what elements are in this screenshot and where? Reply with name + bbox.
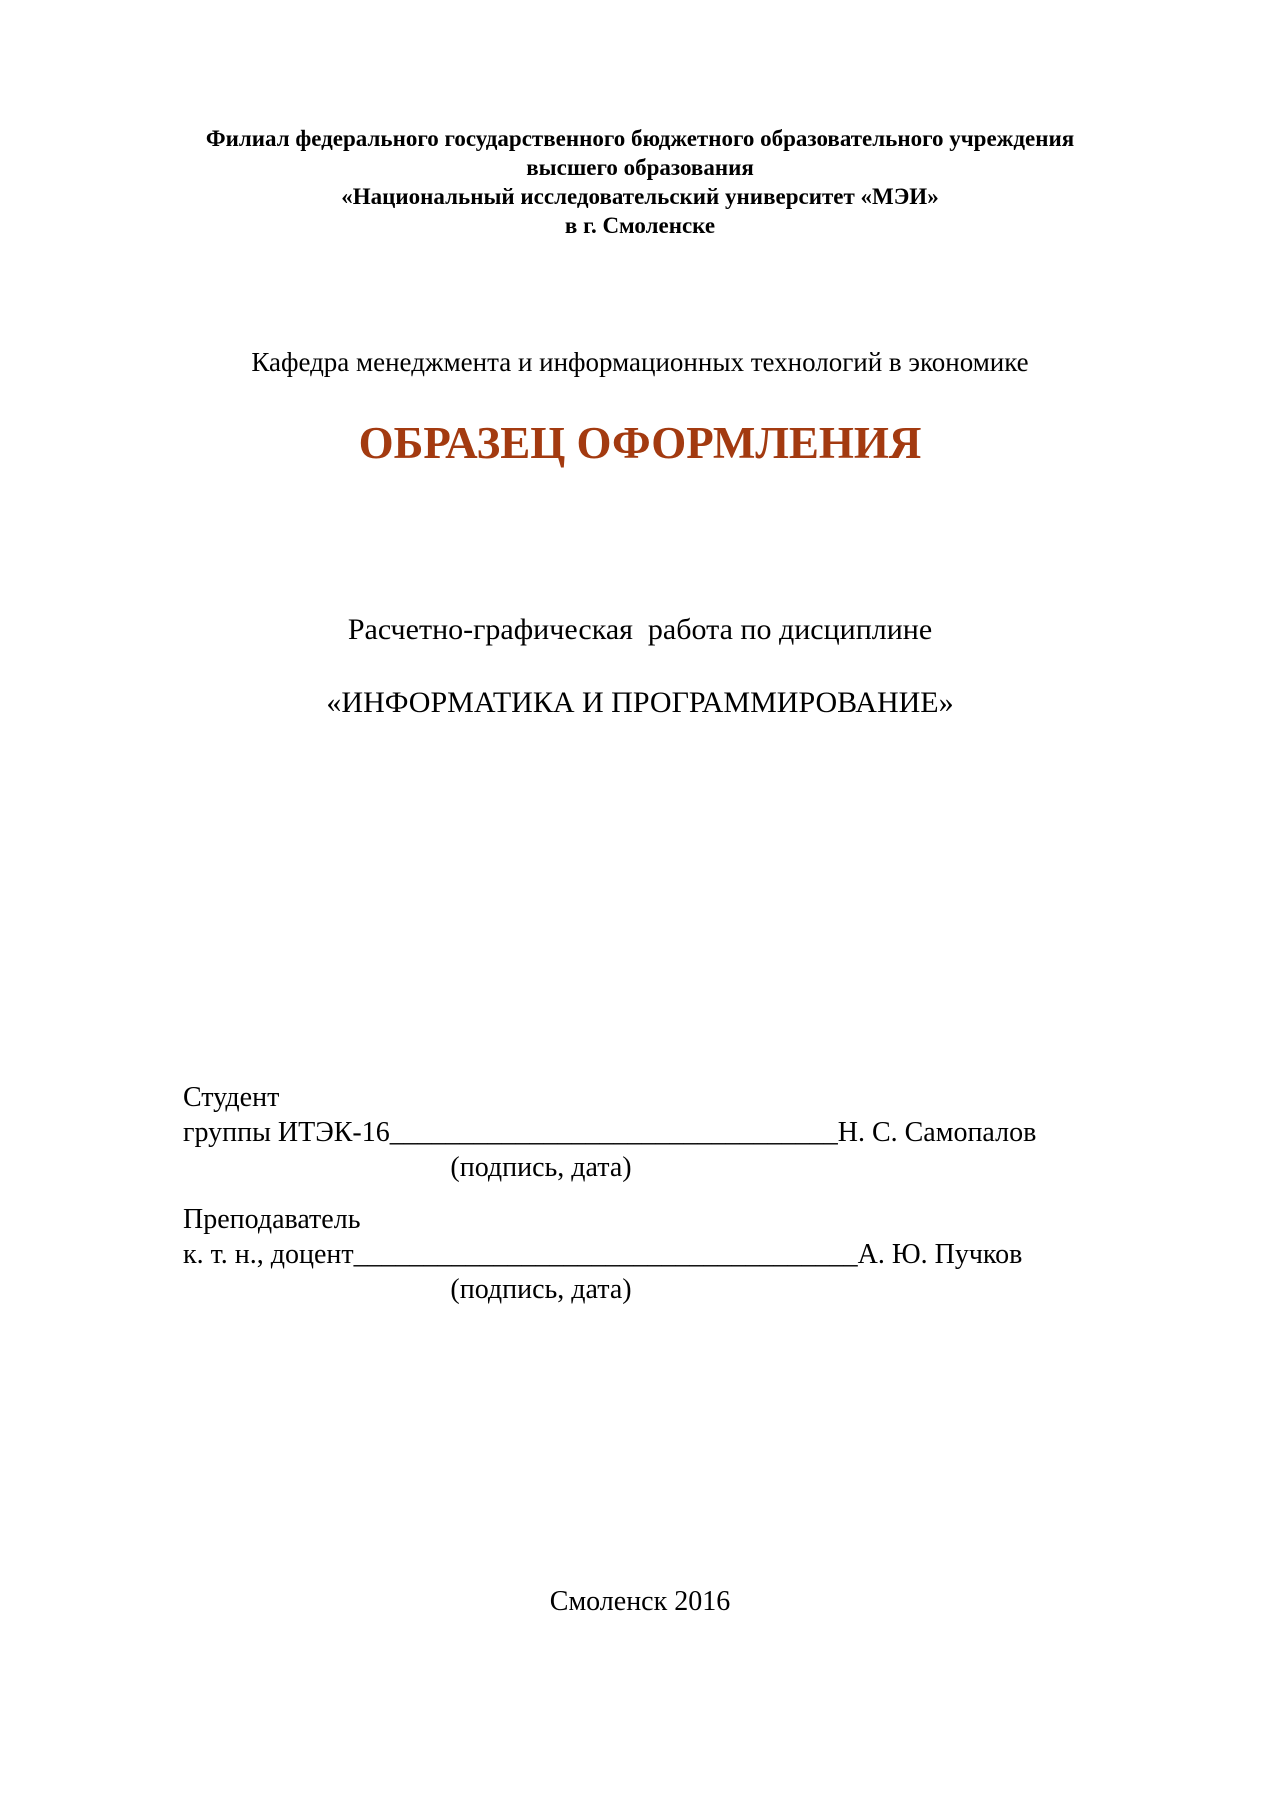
institution-line-2: высшего образования xyxy=(526,155,754,180)
work-type: Расчетно-графическая работа по дисциплине xyxy=(347,613,933,646)
institution-line-3: «Национальный исследовательский университет «МЭИ» xyxy=(341,184,939,209)
student-signature-caption: (подпись, дата) xyxy=(450,1152,632,1183)
student-signature-line xyxy=(183,1115,1123,1150)
teacher-signature-underline: ____________________________________ xyxy=(353,1239,858,1270)
institution-header xyxy=(0,124,1280,240)
teacher-name: А. Ю. Пучков xyxy=(857,1239,1023,1270)
teacher-title-label: к. т. н., доцент xyxy=(183,1239,354,1270)
student-signature-underline: ________________________________ xyxy=(389,1117,838,1148)
teacher-signature-block xyxy=(183,1202,1123,1307)
student-signature-block xyxy=(183,1080,1123,1185)
teacher-signature-line xyxy=(183,1237,1123,1272)
institution-line-4: в г. Смоленске xyxy=(564,213,716,238)
teacher-signature-caption: (подпись, дата) xyxy=(450,1274,632,1305)
discipline-title: «ИНФОРМАТИКА И ПРОГРАММИРОВАНИЕ» xyxy=(326,686,954,719)
institution-line-1: Филиал федерального государственного бюджетного образовательного учреждения xyxy=(205,126,1075,151)
department-name: Кафедра менеджмента и информационных технологий в экономике xyxy=(251,347,1029,377)
teacher-role: Преподаватель xyxy=(183,1204,361,1235)
student-role: Студент xyxy=(183,1082,280,1113)
sample-title: ОБРАЗЕЦ ОФОРМЛЕНИЯ xyxy=(358,418,922,468)
city-year: Смоленск 2016 xyxy=(549,1586,731,1617)
student-name: Н. С. Самопалов xyxy=(837,1117,1037,1148)
student-group-label: группы ИТЭК-16 xyxy=(183,1117,390,1148)
